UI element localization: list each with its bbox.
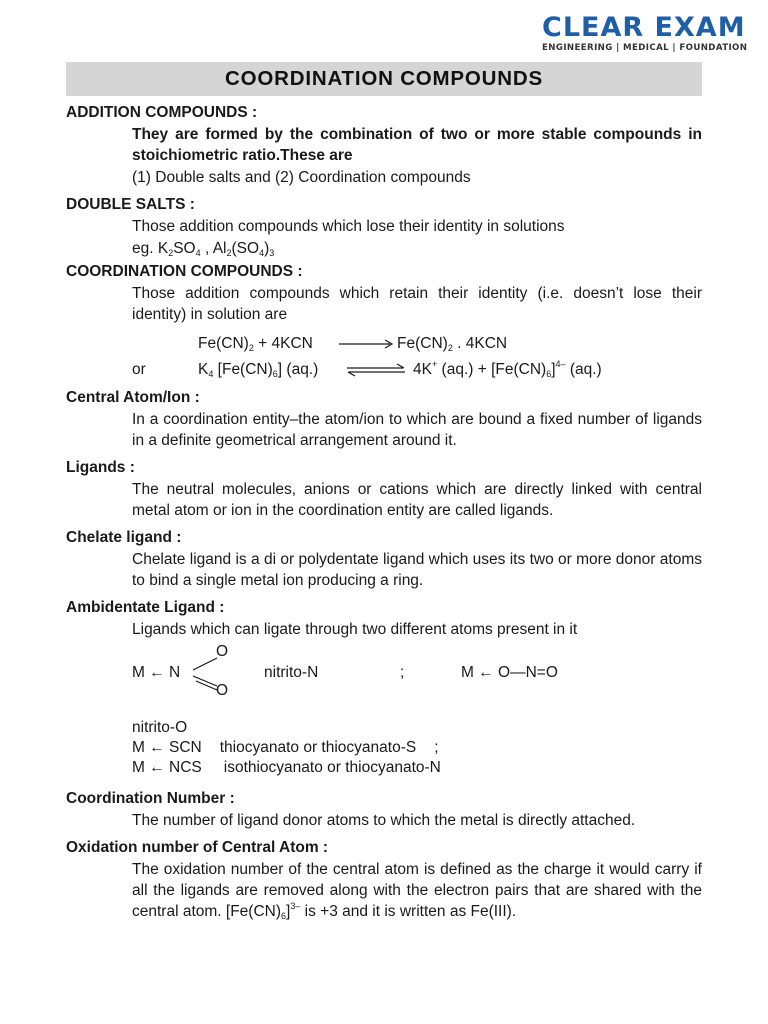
logo-wordmark: CLEAR EXAM xyxy=(542,12,746,43)
equation-1-left: $Fe(CN)_2 + 4KCN$ xyxy=(198,335,313,353)
coordination-number-definition: The number of ligand donor atoms to which the metal is directly attached. xyxy=(132,812,636,829)
m-ono-formula: M ← O—N=O xyxy=(461,664,558,681)
nitrito-o-label: nitrito-O xyxy=(132,719,188,736)
m-n-label: M ← N xyxy=(132,664,181,681)
document-content xyxy=(66,103,702,922)
heading-coordination-number: Coordination Number : xyxy=(66,790,235,807)
equation-1-right: $Fe(CN)_2$ . 4KCN xyxy=(397,335,508,353)
ligands-definition: The neutral molecules, anions or cations which are directly linked with central metal atom or ion in the coordination entity are called ligands. xyxy=(132,481,702,519)
heading-ambidentate-ligand: Ambidentate Ligand : xyxy=(66,599,225,616)
nitrito-n-label: nitrito-N xyxy=(264,664,319,681)
oxygen-bottom-label: O xyxy=(216,682,229,699)
scn-semicolon: ; xyxy=(434,739,439,756)
heading-ligands: Ligands : xyxy=(66,459,135,476)
heading-central-atom: Central Atom/Ion : xyxy=(66,389,200,406)
oxygen-top-label: O xyxy=(216,643,229,660)
separator-semicolon: ; xyxy=(400,664,405,681)
heading-oxidation-number: Oxidation number of Central Atom : xyxy=(66,839,329,856)
scn-name: thiocyanato or thiocyanato-S xyxy=(219,739,417,756)
clear-exam-logo xyxy=(542,14,752,53)
scn-formula: M ← SCN xyxy=(132,739,202,756)
ncs-name: isothiocyanato or thiocyanato-N xyxy=(223,759,441,776)
page-title: COORDINATION COMPOUNDS xyxy=(66,62,702,96)
equation-2-left: $K_4$ $[Fe(CN)_6]$ (aq.) xyxy=(198,361,319,379)
addition-types: (1) Double salts and (2) Coordination compounds xyxy=(132,169,471,186)
heading-chelate-ligand: Chelate ligand : xyxy=(66,529,182,546)
logo-tagline: ENGINEERING | MEDICAL | FOUNDATION xyxy=(542,43,748,53)
oxidation-number-definition: The oxidation number of the central atom is defined as the charge it would carry if all the ligands are removed along with the electron pairs that are shared with the central atom. $[Fe(CN)_6]^{3-}$ is +3 and it is written as Fe(III). xyxy=(132,861,702,921)
equation-2-right: 4K+ $(aq.) + [Fe(CN)_6]^{4-}$ (aq.) xyxy=(413,359,602,379)
equation-2 xyxy=(66,357,702,383)
reaction-arrow-icon xyxy=(338,331,394,357)
equation-1 xyxy=(66,331,702,357)
addition-definition: They are formed by the combination of two or more stable compounds in stoichiometric ratio.These are xyxy=(132,126,702,164)
ncs-formula: M ← NCS xyxy=(132,759,202,776)
ambidentate-definition: Ligands which can ligate through two different atoms present in it xyxy=(132,621,578,638)
ncs-row xyxy=(132,758,702,778)
heading-double-salts: DOUBLE SALTS : xyxy=(66,196,195,213)
heading-coordination-compounds: COORDINATION COMPOUNDS : xyxy=(66,263,303,280)
central-atom-definition: In a coordination entity–the atom/ion to which are bound a fixed number of ligands in a definite geometrical arrangement around it. xyxy=(132,411,702,449)
scn-row xyxy=(132,738,702,758)
heading-addition-compounds: ADDITION COMPOUNDS : xyxy=(66,104,258,121)
double-salts-definition: Those addition compounds which lose their identity in solutions xyxy=(132,218,565,235)
coordination-definition: Those addition compounds which retain their identity (i.e. doesn’t lose their identity) in solution are xyxy=(132,285,702,323)
nitrite-structures xyxy=(66,640,702,704)
or-label: or xyxy=(132,361,146,378)
equilibrium-arrow-icon xyxy=(346,357,406,383)
chelate-definition: Chelate ligand is a di or polydentate ligand which uses its two or more donor atoms to bind a single metal ion producing a ring. xyxy=(132,551,702,589)
double-salts-example: eg. $K_2SO_4$ , $Al_2(SO_4)_3$ xyxy=(132,240,275,258)
